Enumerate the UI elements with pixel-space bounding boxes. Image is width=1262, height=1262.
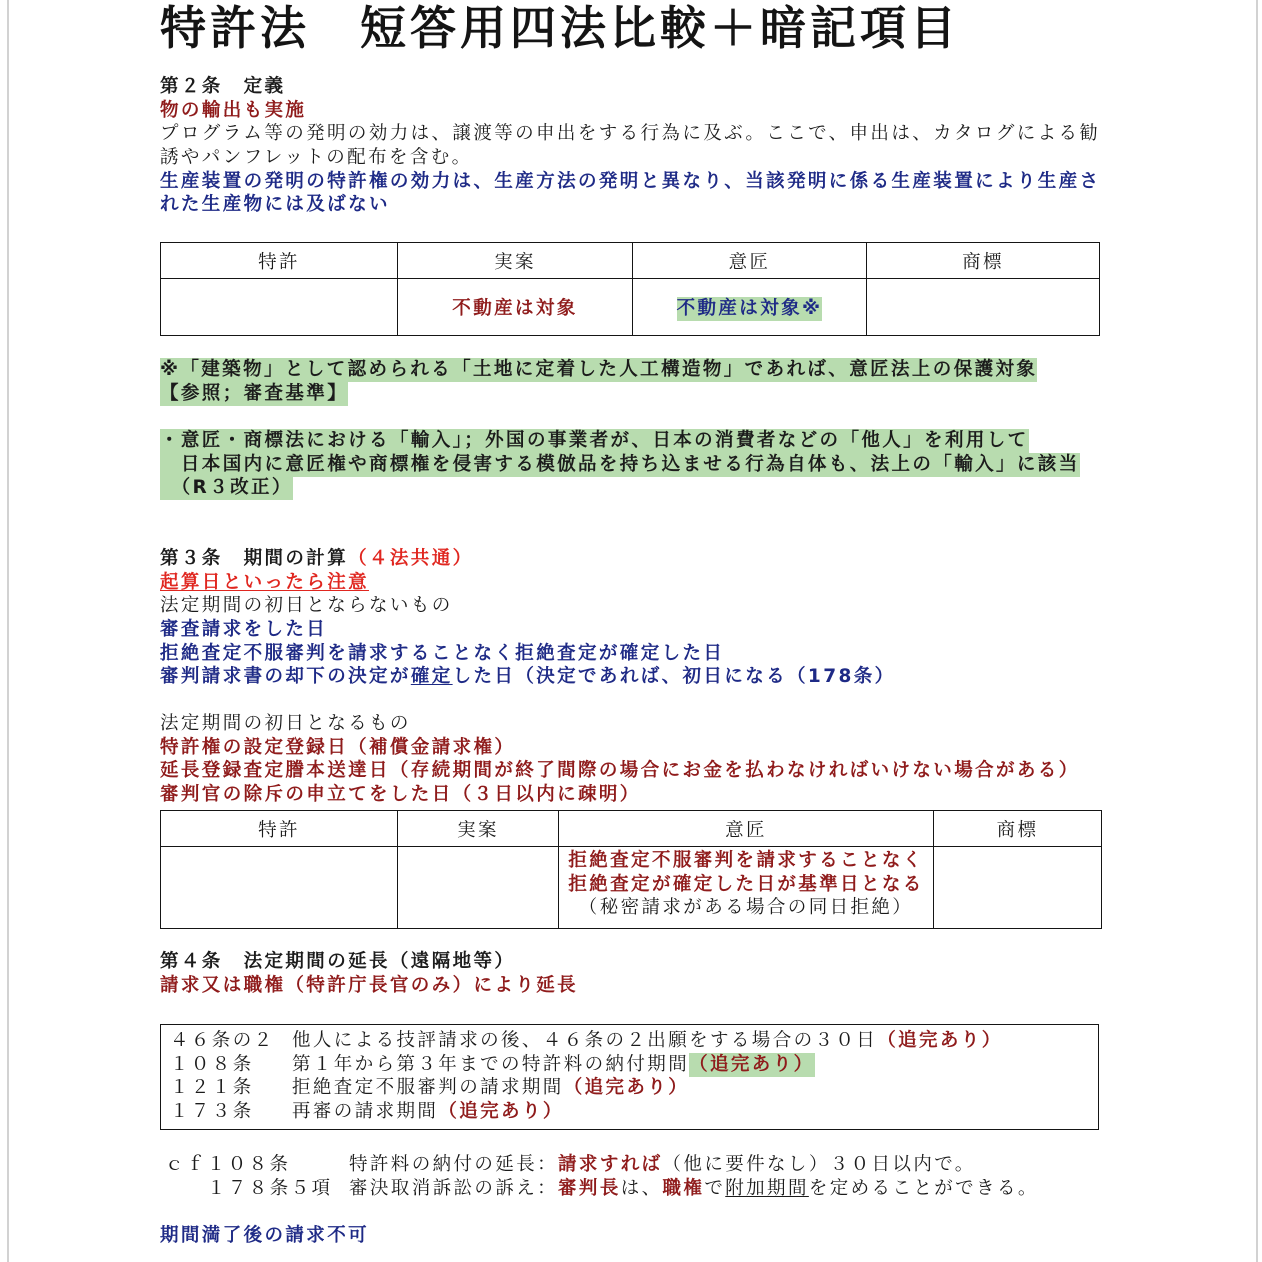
table-row: [161, 279, 1100, 336]
cell-utility-model: [398, 847, 559, 929]
cell-trademark: [867, 279, 1100, 336]
production-device-text: れた生産物には及ばない: [160, 194, 390, 216]
article-4-section: [160, 950, 578, 997]
cf-text: （他に要件なし）３０日以内で。: [662, 1154, 976, 1175]
article-4-heading: 第４条 法定期間の延長（遠隔地等）: [160, 951, 516, 972]
header-trademark: 商標: [934, 811, 1102, 847]
cell-design: [559, 847, 934, 929]
import-note-revision: （R３改正）: [160, 477, 293, 499]
period-text: 再審の請求期間: [292, 1101, 439, 1123]
dismissal-text: 審判請求書の却下の決定が: [160, 666, 411, 688]
production-device-text: 生産装置の発明の特許権の効力は、生産方法の発明と異なり、当該発明に係る生産装置により生産さ: [160, 170, 1101, 192]
import-note-line: ・意匠・商標法における「輸入」；外国の事業者が、日本の消費者などの「他人」を利用して: [160, 430, 1029, 451]
not-first-day-item: 拒絶査定不服審判を請求することなく拒絶査定が確定した日: [160, 642, 725, 664]
article-number: １０８条: [170, 1053, 254, 1075]
first-day-item: 特許権の設定登録日（補償金請求権）: [160, 736, 516, 758]
table-header-row: [161, 811, 1102, 847]
not-first-day-label: 法定期間の初日とならないもの: [160, 595, 453, 617]
cf-text: を定めることができる。: [808, 1177, 1039, 1199]
period-text: 拒絶査定不服審判の請求期間: [292, 1077, 564, 1099]
cf-article: ｃｆ１０８条: [165, 1154, 291, 1175]
design-base-date-line: 拒絶査定が確定した日が基準日となる: [568, 873, 924, 895]
first-day-list: [160, 712, 1080, 807]
cf-emphasis: 請求すれば: [558, 1154, 663, 1175]
cell-utility-model: [398, 279, 633, 336]
table-header-row: [161, 243, 1100, 279]
cf-emphasis: 審判長: [558, 1177, 621, 1199]
article-4-footer: [160, 1224, 369, 1248]
import-note-line: 日本国内に意匠権や商標権を侵害する模倣品を持ち込ませる行為自体も、法上の「輸入」に該当: [160, 453, 1080, 475]
cf-underlined: 附加期間: [725, 1177, 809, 1199]
cf-references: [165, 1153, 1039, 1200]
no-request-after-expiry: 期間満了後の請求不可: [160, 1225, 370, 1246]
first-day-item: 延長登録査定謄本送達日（存続期間が終了間際の場合にお金を払わなければいけない場合がある）: [160, 760, 1080, 782]
program-invention-text: 誘やパンフレットの配布を含む。: [160, 147, 473, 169]
design-building-note-line: ※「建築物」として認められる「土地に定着した人工構造物」であれば、意匠法上の保護対象: [160, 359, 1038, 380]
cell-patent: [161, 847, 398, 929]
supplement-tag: （追完あり）: [877, 1030, 1003, 1051]
article-3-section: [160, 547, 896, 689]
design-base-date-line: 拒絶査定不服審判を請求することなく: [568, 850, 924, 871]
cf-article: １７８条５項: [207, 1177, 333, 1199]
article-3-heading-note: （４法共通）: [348, 548, 474, 569]
period-text: 第１年から第３年までの特許料の納付期間: [292, 1053, 690, 1075]
first-day-label: 法定期間の初日となるもの: [160, 713, 411, 734]
header-utility-model: 実案: [398, 811, 559, 847]
supplement-tag: （追完あり）: [438, 1101, 564, 1123]
header-utility-model: 実案: [398, 243, 633, 279]
design-building-reference: 【参照；審査基準】: [160, 382, 349, 404]
cf-fee-extension: [165, 1153, 1039, 1177]
article-2-heading: 第２条 定義: [160, 76, 286, 97]
article-number: １２１条: [170, 1077, 254, 1099]
list-item: [170, 1053, 1098, 1077]
start-date-warning: 起算日といったら注意: [160, 571, 370, 593]
article-2-key-point: 物の輸出も実施: [160, 99, 307, 121]
cell-design: [633, 279, 867, 336]
article-4-key-point: 請求又は職権（特許庁長官のみ）により延長: [160, 974, 579, 996]
four-laws-period-table: [160, 810, 1102, 929]
extension-periods-box: [160, 1024, 1099, 1130]
list-item: [170, 1029, 1098, 1053]
dismissal-text: した日（決定であれば、初日になる（178条）: [452, 666, 896, 688]
dismissal-underlined: 確定: [410, 666, 453, 688]
cf-label: 審決取消訴訟の訴え：: [349, 1177, 559, 1199]
list-item: [170, 1076, 1098, 1100]
table-row: [161, 847, 1102, 929]
article-number: ４６条の２: [170, 1030, 275, 1051]
cf-emphasis: 職権: [662, 1177, 705, 1199]
header-patent: 特許: [161, 243, 398, 279]
header-design: 意匠: [633, 243, 867, 279]
design-secret-note: （秘密請求がある場合の同日拒絶）: [578, 897, 914, 919]
not-first-day-item: [160, 665, 896, 689]
program-invention-text: プログラム等の発明の効力は、譲渡等の申出をする行為に及ぶ。ここで、申出は、カタログによる勧: [160, 123, 1101, 145]
header-patent: 特許: [161, 811, 398, 847]
period-text: 他人による技評請求の後、４６条の２出願をする場合の３０日: [292, 1030, 878, 1051]
import-definition-note: [160, 429, 1080, 500]
cf-label: 特許料の納付の延長：: [349, 1154, 559, 1175]
cell-trademark: [934, 847, 1102, 929]
cf-suit-period: [165, 1177, 1039, 1201]
cell-patent: [161, 279, 398, 336]
article-3-heading: 第３条 期間の計算: [160, 548, 349, 569]
document-title: 特許法 短答用四法比較＋暗記項目: [160, 1, 960, 55]
article-3-heading-line: [160, 547, 896, 571]
design-building-note: [160, 358, 1037, 405]
header-design: 意匠: [559, 811, 934, 847]
list-item: [170, 1100, 1098, 1124]
not-first-day-item: 審査請求をした日: [160, 619, 328, 641]
utility-model-real-estate-note: 不動産は対象: [452, 298, 578, 319]
cf-text: は、: [620, 1177, 663, 1199]
design-real-estate-note: 不動産は対象※: [676, 298, 823, 319]
four-laws-subject-table: [160, 242, 1100, 336]
first-day-item: 審判官の除斥の申立てをした日（３日以内に疎明）: [160, 784, 641, 806]
cf-text: で: [704, 1177, 726, 1199]
article-number: １７３条: [170, 1101, 254, 1123]
supplement-tag: （追完あり）: [563, 1077, 690, 1099]
header-trademark: 商標: [867, 243, 1100, 279]
supplement-tag: （追完あり）: [689, 1053, 815, 1075]
article-2-section: [160, 75, 1101, 217]
